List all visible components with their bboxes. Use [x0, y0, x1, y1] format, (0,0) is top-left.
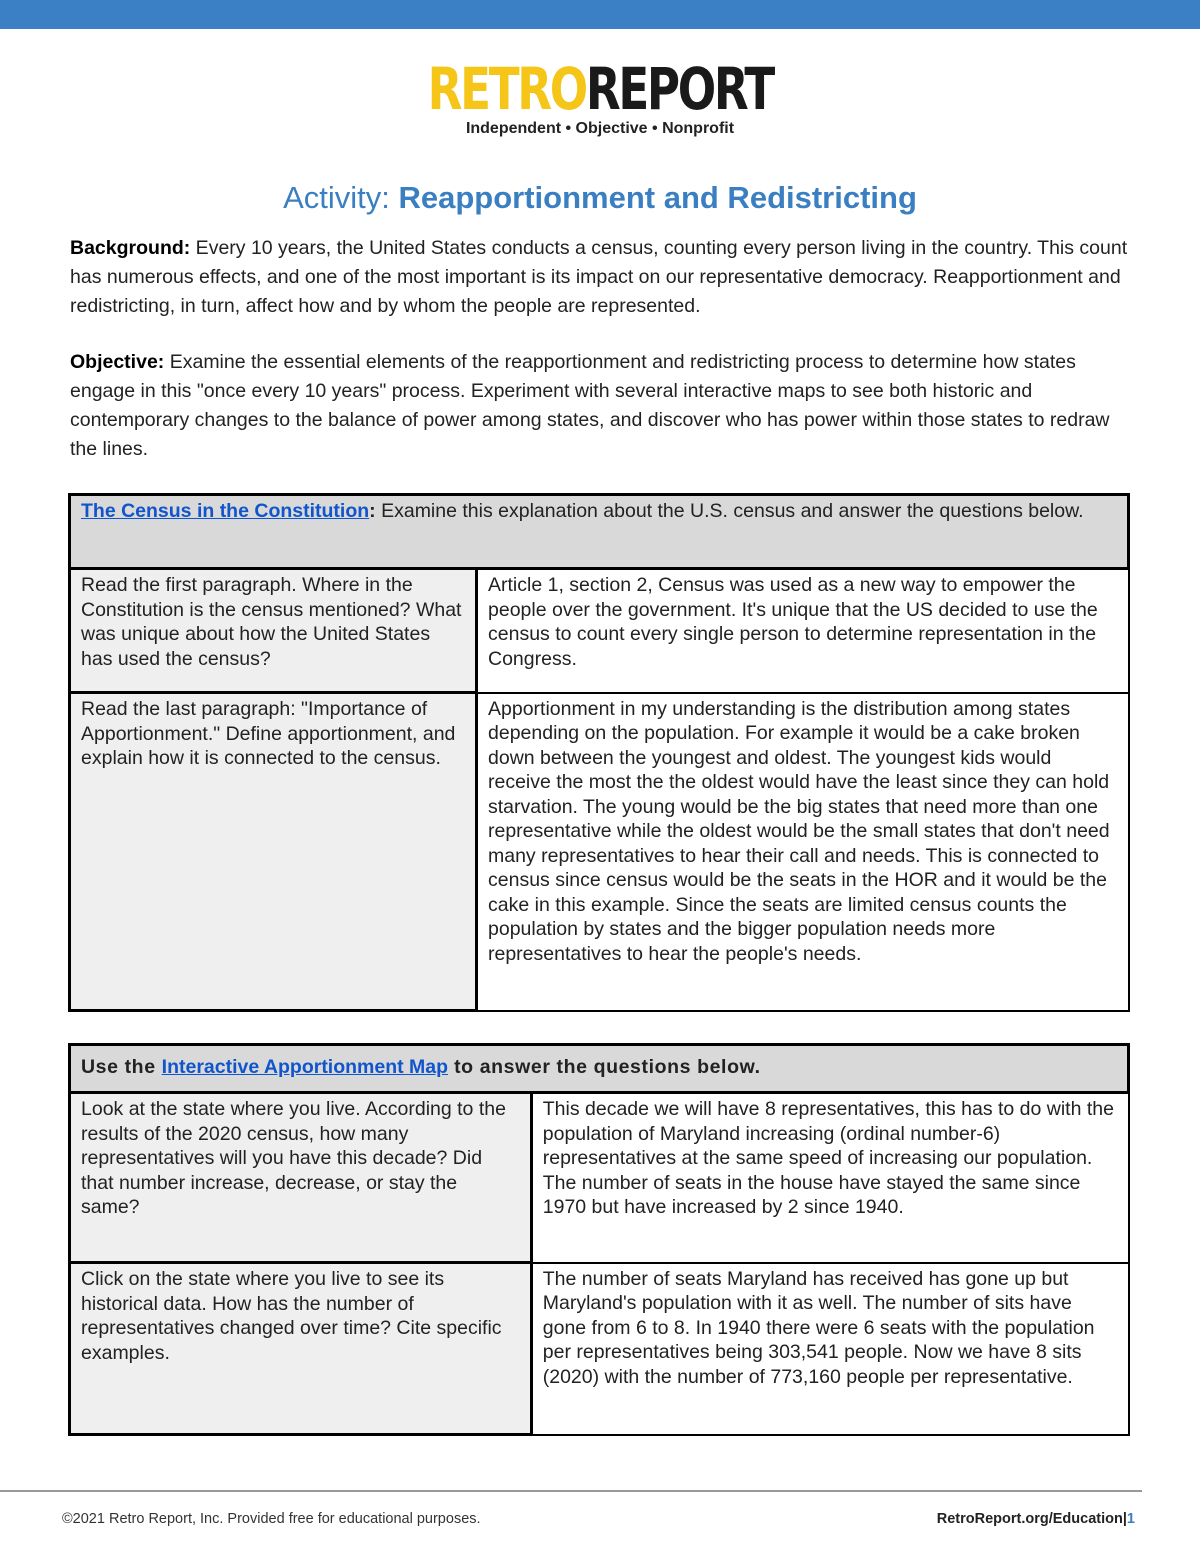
background-paragraph [70, 234, 1140, 321]
background-label: Background: [70, 237, 191, 259]
table2-header [70, 1045, 1129, 1093]
table1-header-colon: : [369, 500, 376, 522]
page-title [0, 180, 1200, 216]
footer-copyright: ©2021 Retro Report, Inc. Provided free for educational purposes. [62, 1511, 481, 1527]
logo-retro-text: RETRO [427, 55, 586, 123]
objective-text: Examine the essential elements of the reapportionment and redistricting process to determine how states engage in this "once every 10 years" process. Experiment with several interactive maps to see both historic and contemporary changes to the balance of power among states, and discover who has power within those states to redraw the lines. [70, 351, 1110, 460]
background-text: Every 10 years, the United States conducts a census, counting every person living in the country. This count has numerous effects, and one of the most important is its impact on our representative democracy. Reapportionment and redistricting, in turn, affect how and by whom the people are represented. [70, 237, 1128, 317]
logo-tagline: Independent • Objective • Nonprofit [465, 120, 735, 137]
table1-question-1: Read the first paragraph. Where in the Constitution is the census mentioned? What was unique about how the United States has used the census? [70, 569, 477, 693]
table1-answer-1[interactable]: Article 1, section 2, Census was used as a new way to empower the people over the government. It's unique that the US decided to use the census to count every single person to determine representation in the Congress. [477, 569, 1129, 693]
table2-answer-2[interactable]: The number of seats Maryland has received has gone up but Maryland's population with it as well. The number of sits have gone from 6 to 8. In 1940 there were 6 seats with the population per representatives being 303,541 people. Now we have 8 sits (2020) with the number of 773,160 people per representative. [531, 1263, 1128, 1435]
table2-header-pre: Use the [81, 1055, 162, 1078]
top-accent-bar [0, 0, 1200, 29]
logo-report-text: REPORT [585, 55, 773, 123]
title-prefix: Activity: [283, 180, 399, 215]
apportionment-map-table [68, 1043, 1130, 1436]
table2-question-2: Click on the state where you live to see its historical data. How has the number of representatives changed over time? Cite specific examples. [70, 1263, 532, 1435]
page-number: 1 [1126, 1511, 1135, 1527]
census-constitution-table [68, 493, 1130, 1012]
table1-header [70, 495, 1129, 569]
footer-site-link[interactable] [937, 1511, 1135, 1527]
table2-question-1: Look at the state where you live. According to the results of the 2020 census, how many representatives will you have this decade? Did that number increase, decrease, or stay the same? [70, 1093, 532, 1263]
footer-divider [0, 1490, 1142, 1492]
table1-question-2: Read the last paragraph: "Importance of Apportionment." Define apportionment, and explain how it is connected to the census. [70, 693, 477, 1011]
objective-label: Objective: [70, 351, 165, 373]
logo-wordmark [427, 55, 773, 123]
table1-header-text: Examine this explanation about the U.S. census and answer the questions below. [375, 500, 1084, 522]
footer-url[interactable]: RetroReport.org/Education| [936, 1511, 1127, 1527]
retro-report-logo [0, 55, 1200, 138]
census-constitution-link[interactable]: The Census in the Constitution [81, 500, 370, 522]
objective-paragraph [70, 348, 1140, 464]
table2-header-post: to answer the questions below. [448, 1055, 761, 1078]
interactive-apportionment-map-link[interactable]: Interactive Apportionment Map [161, 1055, 449, 1078]
table2-answer-1[interactable]: This decade we will have 8 representatives, this has to do with the population of Maryland increasing (ordinal number-6) representatives at the same speed of increasing our population. The number of seats in the house have stayed the same since 1970 but have increased by 2 since 1940. [531, 1093, 1128, 1263]
table1-answer-2[interactable]: Apportionment in my understanding is the distribution among states depending on the population. For example it would be a cake broken down between the youngest and oldest. The youngest kids would receive the most the the oldest would have the least since they can hold starvation. The young would be the big states that need more than one representative while the oldest would be the small states that don't need many representatives to hear their call and needs. This is connected to census since census would be the seats in the HOR and it would be the cake in this example. Since the seats are limited census counts the population by states and the bigger population needs more representatives to hear the people's needs. [477, 693, 1129, 1011]
title-main: Reapportionment and Redistricting [398, 180, 917, 215]
